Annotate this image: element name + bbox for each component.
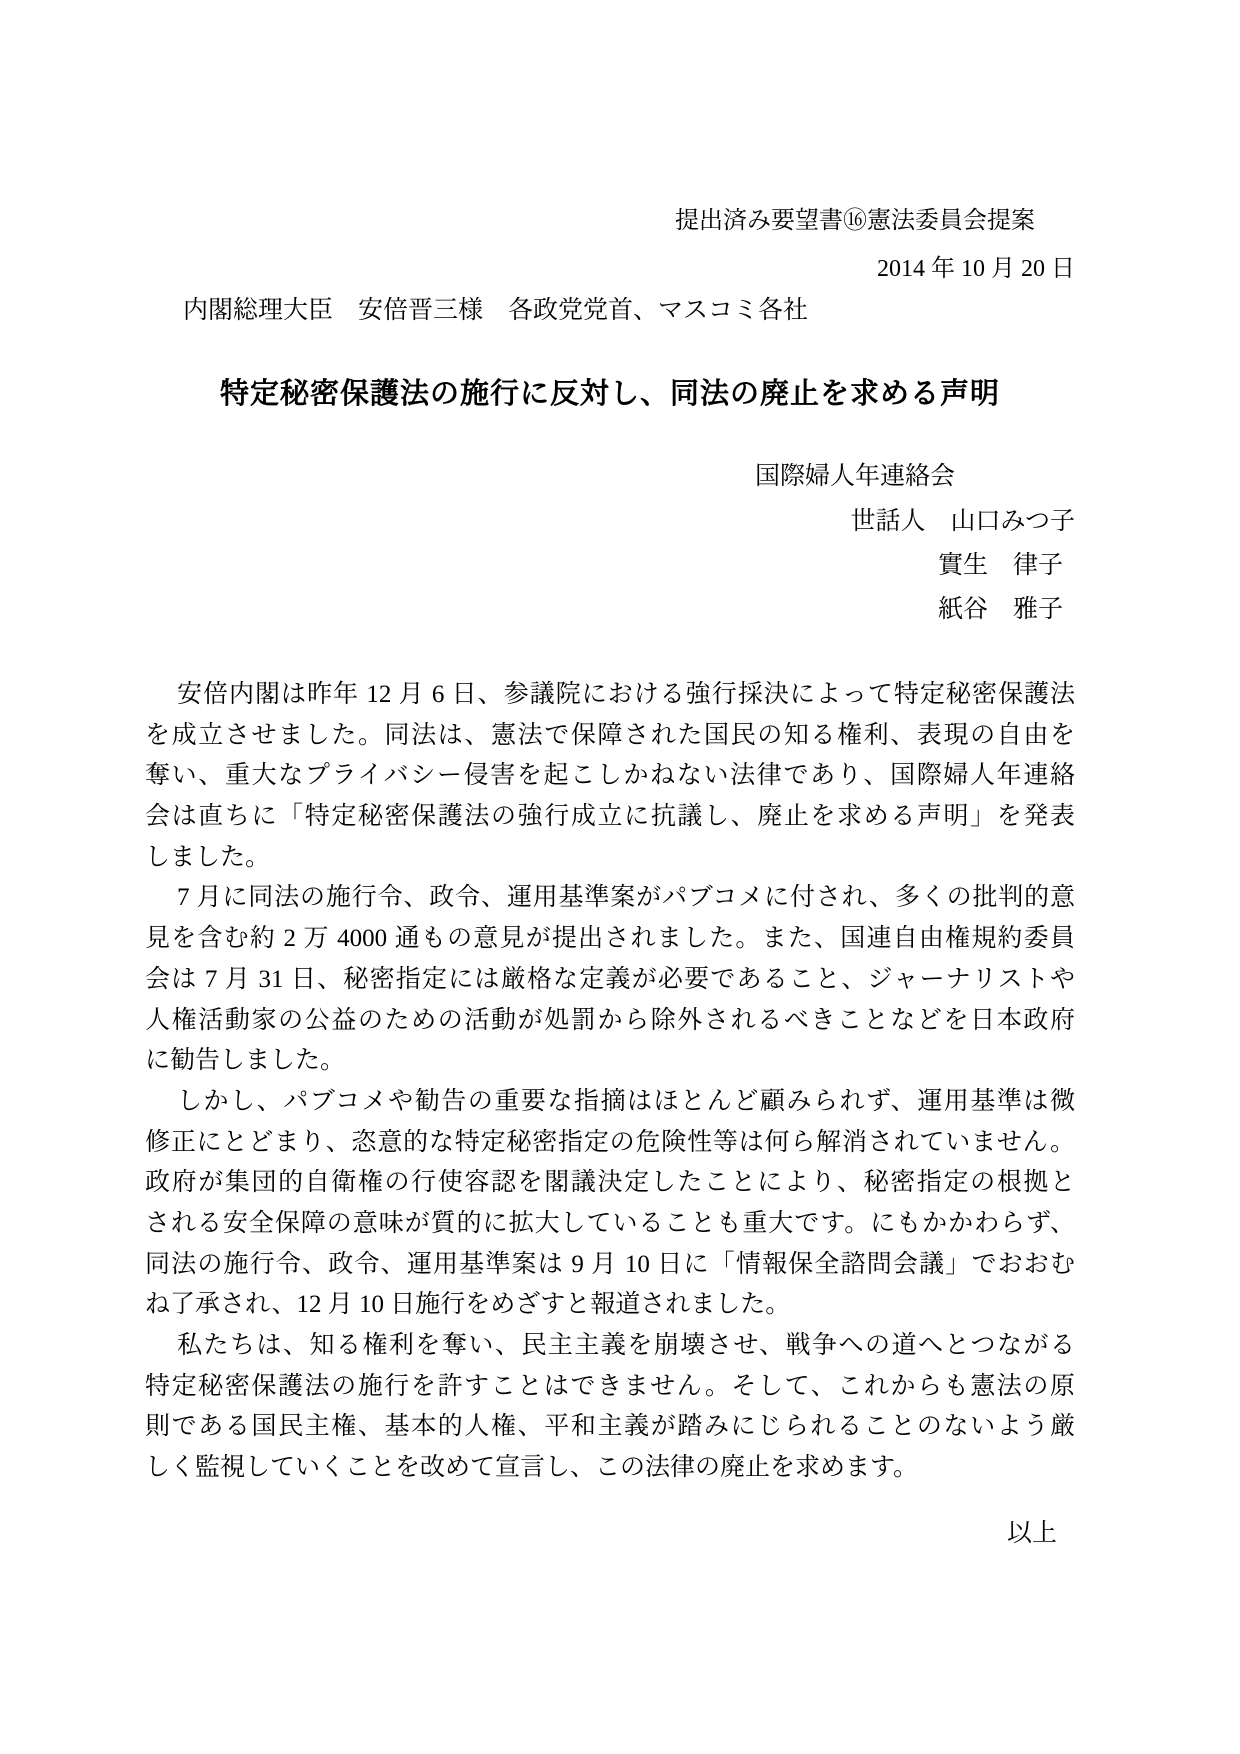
body-line: 安倍内閣は昨年 12 月 6 日、参議院における強行採決によって特定秘密保護法 — [177, 681, 1075, 708]
signature-member: 紙谷 雅子 — [937, 596, 1063, 623]
signature-member: 實生 律子 — [937, 552, 1063, 579]
document-title: 特定秘密保護法の施行に反対し、同法の廃止を求める声明 — [219, 378, 1000, 410]
signature-caretaker: 世話人 山口みつ子 — [850, 508, 1075, 535]
body-line: 7 月に同法の施行令、政令、運用基準案がパブコメに付され、多くの批判的意 — [177, 884, 1075, 912]
body-line: を成立させました。同法は、憲法で保障された国民の知る権利、表現の自由を — [145, 721, 1075, 749]
body-line: しかし、パブコメや勧告の重要な指摘はほとんど顧みられず、運用基準は微 — [177, 1087, 1075, 1115]
body-line: 同法の施行令、政令、運用基準案は 9 月 10 日に「情報保全諮問会議」でおおむ — [145, 1250, 1075, 1278]
body-line: 政府が集団的自衛権の行使容認を閣議決定したことにより、秘密指定の根拠と — [145, 1169, 1075, 1197]
body-line: ね了承され、12 月 10 日施行をめざすと報道されました。 — [145, 1291, 791, 1319]
body-line: に勧告しました。 — [145, 1047, 346, 1075]
body-line: される安全保障の意味が質的に拡大していることも重大です。にもかかわらず、 — [145, 1209, 1075, 1237]
body-line: 則である国民主権、基本的人権、平和主義が踏みにじられることのないよう厳 — [145, 1413, 1075, 1441]
body-line: しく監視していくことを改めて宣言し、この法律の廃止を求めます。 — [145, 1454, 919, 1482]
addressee-line: 内閣総理大臣 安倍晋三様 各政党党首、マスコミ各社 — [183, 297, 809, 324]
body-line: 特定秘密保護法の施行を許すことはできません。そして、これからも憲法の原 — [145, 1372, 1075, 1400]
body-line: しました。 — [145, 843, 271, 871]
submission-label: 提出済み要望書⑯憲法委員会提案 — [675, 208, 1035, 234]
body-line: 私たちは、知る権利を奪い、民主主義を崩壊させ、戦争への道へとつながる — [177, 1332, 1075, 1359]
body-line: 人権活動家の公益のための活動が処罰から除外されるべきことなどを日本政府 — [145, 1006, 1075, 1034]
body-line: 奪い、重大なプライバシー侵害を起こしかねない法律であり、国際婦人年連絡 — [145, 762, 1075, 790]
body-line: 会は直ちに「特定秘密保護法の強行成立に抗議し、廃止を求める声明」を発表 — [145, 803, 1075, 831]
signature-organization: 国際婦人年連絡会 — [754, 463, 955, 490]
body-line: 修正にとどまり、恣意的な特定秘密指定の危険性等は何ら解消されていません。 — [145, 1128, 1075, 1156]
document-date: 2014 年 10 月 20 日 — [877, 256, 1075, 282]
closing-statement: 以上 — [1006, 1520, 1057, 1547]
body-text — [145, 675, 1075, 1489]
body-line: 会は 7 月 31 日、秘密指定には厳格な定義が必要であること、ジャーナリストや — [145, 965, 1075, 993]
body-line: 見を含む約 2 万 4000 通もの意見が提出されました。また、国連自由権規約委員 — [145, 925, 1075, 953]
